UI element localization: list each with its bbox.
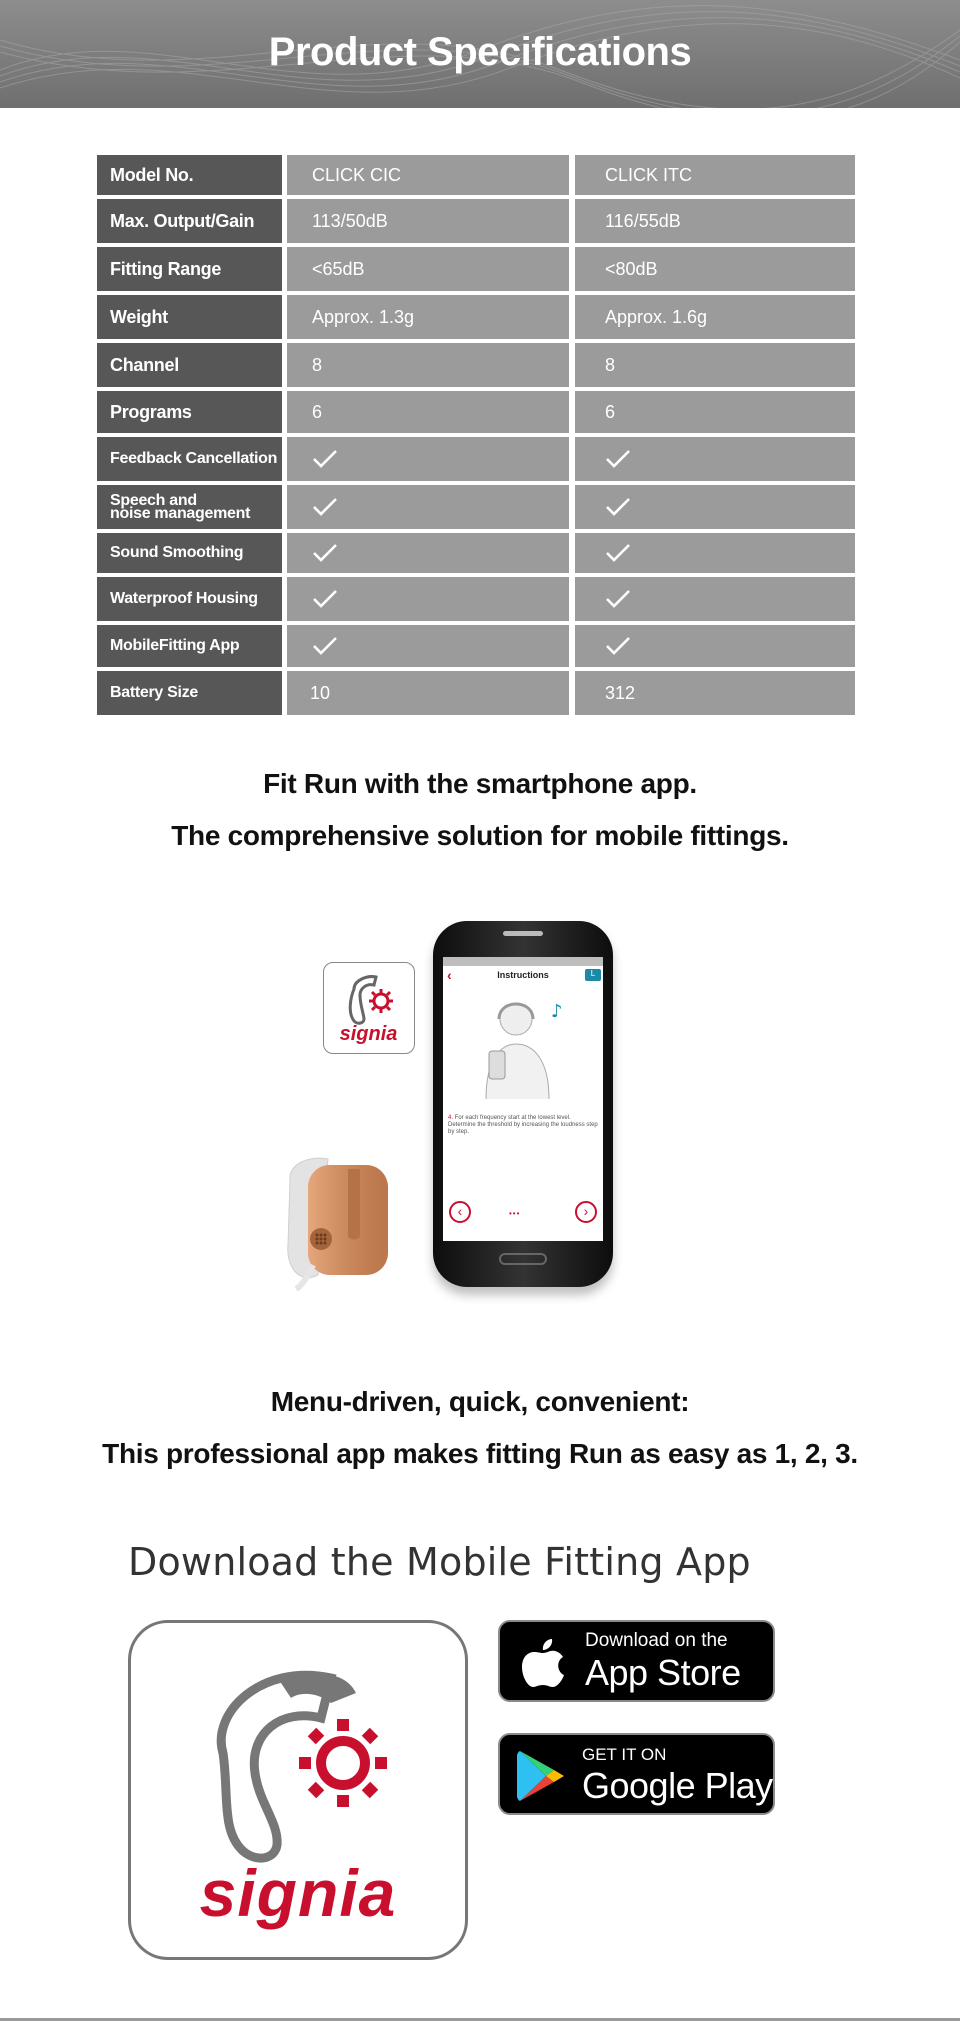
app-store-button[interactable]	[498, 1620, 775, 1702]
app-store-big-label: App Store	[585, 1652, 741, 1693]
check-icon	[287, 485, 569, 529]
svg-text:♪: ♪	[551, 1001, 563, 1022]
table-row	[97, 391, 855, 433]
ear-side-badge: L	[585, 969, 601, 981]
check-icon	[575, 533, 855, 573]
table-row	[97, 485, 855, 529]
back-arrow-icon: ‹	[447, 967, 452, 983]
table-row	[97, 625, 855, 667]
check-icon	[287, 533, 569, 573]
google-play-icon	[516, 1748, 568, 1804]
table-row	[97, 295, 855, 339]
check-icon	[575, 437, 855, 481]
spec-label: Programs	[97, 391, 282, 433]
spec-label: Feedback Cancellation	[97, 437, 282, 481]
check-icon	[575, 577, 855, 621]
table-row	[97, 533, 855, 573]
next-button[interactable]: ›	[575, 1201, 597, 1223]
signia-logo-text: signia	[339, 1023, 398, 1045]
page-title: Product Specifications	[268, 30, 692, 74]
table-row	[97, 155, 855, 195]
header-banner	[0, 0, 960, 108]
signia-app-icon[interactable]	[128, 1620, 468, 1960]
section-heading: Fit Run with the smartphone app.	[263, 768, 697, 799]
spec-label: Weight	[97, 295, 282, 339]
check-icon	[287, 625, 569, 667]
table-row	[97, 247, 855, 291]
spec-value-cic: Approx. 1.3g	[287, 295, 569, 339]
page-dots: •••	[509, 1209, 521, 1218]
spec-value-itc: 312	[575, 671, 855, 715]
product-illustration	[270, 915, 630, 1295]
spec-value-cic: 6	[287, 391, 569, 433]
instruction-line1: For each frequency start at the lowest level.	[454, 1115, 571, 1121]
spec-value-itc: 116/55dB	[575, 199, 855, 243]
instruction-number: 4.	[448, 1115, 454, 1121]
google-play-big-label: Google Play	[582, 1765, 773, 1806]
section-subheading: This professional app makes fitting Run as easy as 1, 2, 3.	[102, 1438, 858, 1469]
spec-label: MobileFitting App	[97, 625, 282, 667]
check-icon	[575, 485, 855, 529]
spec-label: Model No.	[97, 155, 282, 195]
check-icon	[287, 577, 569, 621]
signia-logo-card	[323, 962, 415, 1054]
person-illustration	[471, 989, 571, 1099]
download-title: Download the Mobile Fitting App	[128, 1540, 751, 1584]
table-row	[97, 199, 855, 243]
spec-value-itc: Approx. 1.6g	[575, 295, 855, 339]
prev-button[interactable]: ‹	[449, 1201, 471, 1223]
spec-value-cic: 113/50dB	[287, 199, 569, 243]
spec-value-itc: <80dB	[575, 247, 855, 291]
section-heading: Menu-driven, quick, convenient:	[270, 1386, 690, 1417]
hearing-aid-image	[278, 1155, 398, 1295]
spec-label-line2: noise management	[110, 505, 251, 522]
table-row	[97, 343, 855, 387]
instruction-line2: Determine the threshold by increasing the loudness step by step.	[448, 1122, 598, 1135]
spec-label: Max. Output/Gain	[97, 199, 282, 243]
spec-value-itc: CLICK ITC	[575, 155, 855, 195]
spec-value-itc: 6	[575, 391, 855, 433]
instruction-text	[448, 1115, 598, 1136]
smartphone-image	[433, 921, 613, 1287]
phone-screen	[443, 957, 603, 1241]
spec-value-cic: 10	[287, 671, 569, 715]
spec-value-itc: 8	[575, 343, 855, 387]
spec-value-cic: CLICK CIC	[287, 155, 569, 195]
spec-label: Channel	[97, 343, 282, 387]
check-icon	[287, 437, 569, 481]
table-row	[97, 577, 855, 621]
google-play-button[interactable]	[498, 1733, 775, 1815]
google-play-small-label: GET IT ON	[582, 1745, 667, 1764]
screen-title: Instructions	[497, 970, 549, 980]
section-subheading: The comprehensive solution for mobile fittings.	[171, 820, 789, 851]
signia-app-name: signia	[199, 1856, 397, 1930]
spec-label-line1: Speech and	[110, 492, 197, 509]
spec-value-cic: 8	[287, 343, 569, 387]
table-row	[97, 437, 855, 481]
table-row	[97, 671, 855, 715]
spec-label: Fitting Range	[97, 247, 282, 291]
spec-label: Waterproof Housing	[97, 577, 282, 621]
apple-icon	[520, 1635, 566, 1689]
spec-label	[97, 485, 282, 529]
spec-label: Battery Size	[97, 671, 282, 715]
spec-label: Sound Smoothing	[97, 533, 282, 573]
spec-value-cic: <65dB	[287, 247, 569, 291]
check-icon	[575, 625, 855, 667]
app-store-small-label: Download on the	[585, 1630, 728, 1651]
